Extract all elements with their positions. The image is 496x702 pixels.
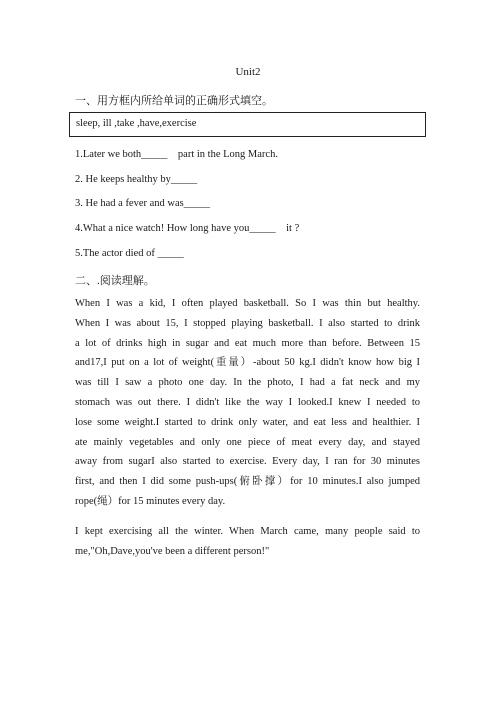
question-5: 5.The actor died of _____ — [75, 248, 184, 259]
question-4: 4.What a nice watch! How long have you_____ it ? — [75, 223, 300, 234]
section-1-heading: 一、用方框内所给单词的正确形式填空。 — [75, 95, 273, 107]
question-1: 1.Later we both_____ part in the Long March. — [75, 149, 278, 160]
reading-paragraph-2 — [75, 522, 420, 562]
section-2-heading: 二、.阅读理解。 — [75, 275, 155, 287]
paragraph-line: ate mainly vegetables and only one piece of meat every day, and stayed — [75, 436, 420, 448]
paragraph-line: When I was about 15, I stopped playing basketball. I also started to drink — [75, 317, 420, 329]
paragraph-line: first, and then I did some push-ups(俯卧撑）for 10 minutes.I also jumped — [75, 476, 420, 488]
paragraph-line: me,"Oh,Dave,you've been a different person!" — [75, 545, 270, 557]
paragraph-line: I kept exercising all the winter. When March came, many people said to — [75, 526, 420, 537]
paragraph-line: a lot of drinks high in sugar and eat much more than before. Between 15 — [75, 337, 420, 349]
question-3: 3. He had a fever and was_____ — [75, 198, 210, 209]
paragraph-line: lose some weight.I started to drink only water, and eat less and healthier. I — [75, 416, 420, 428]
paragraph-line: stomach was out there. I didn't like the way I looked.I knew I needed to — [75, 396, 420, 408]
paragraph-line: rope(绳）for 15 minutes every day. — [75, 495, 226, 507]
paragraph-line: was till I saw a photo one day. In the photo, I had a fat neck and my — [75, 377, 420, 389]
question-2: 2. He keeps healthy by_____ — [75, 174, 198, 185]
paragraph-line: When I was a kid, I often played basketball. So I was thin but healthy. — [75, 298, 420, 309]
paragraph-line: and17,I put on a lot of weight(重量）-about 50 kg.I didn't know how big I — [75, 357, 420, 369]
reading-paragraph-1 — [75, 294, 420, 512]
word-box-text: sleep, ill ,take ,have,exercise — [76, 118, 197, 129]
page-title: Unit2 — [235, 66, 261, 78]
word-box — [69, 112, 426, 137]
paragraph-line: away from sugarI also started to exercise. Every day, I ran for 30 minutes — [75, 456, 420, 468]
